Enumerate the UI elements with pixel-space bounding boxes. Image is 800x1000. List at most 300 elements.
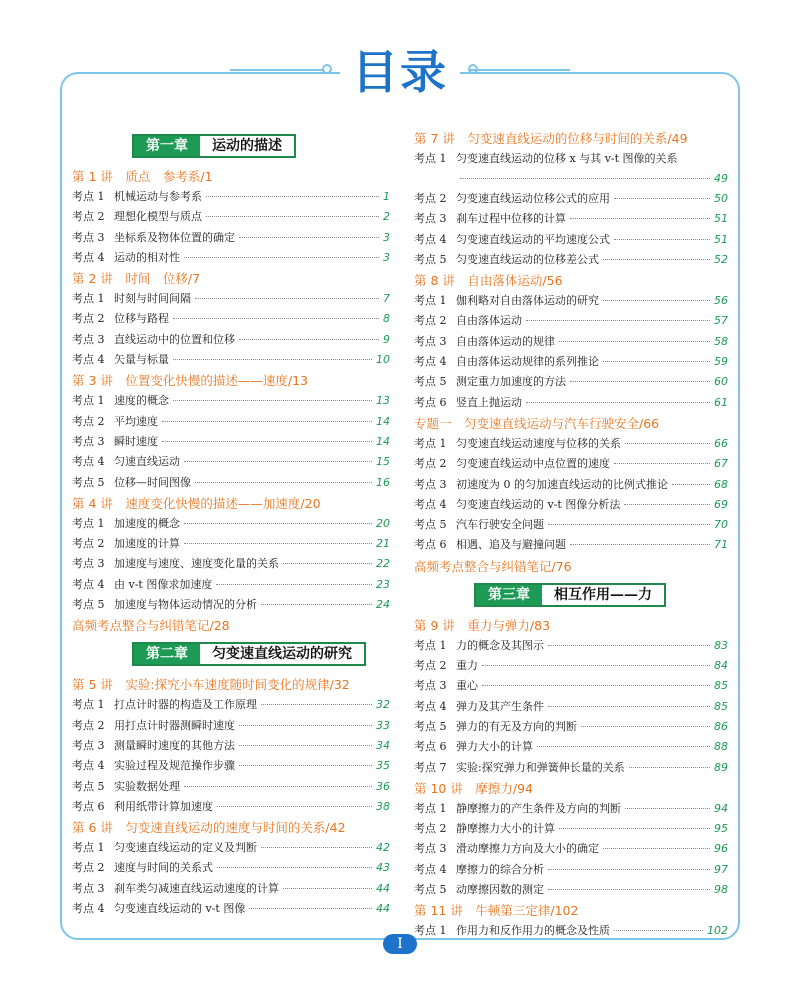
page-ref: 22: [376, 557, 390, 571]
dot-leader: [261, 847, 372, 848]
page-ref: 85: [714, 679, 728, 693]
point-title: 实验数据处理: [114, 779, 180, 793]
dot-leader: [570, 381, 710, 382]
lecture-heading[interactable]: 第 10 讲 摩擦力/94: [414, 780, 533, 796]
toc-entry[interactable]: [414, 209, 728, 229]
point-number: 考点 6: [414, 538, 447, 552]
point-title: 坐标系及物体位置的确定: [114, 230, 235, 244]
dot-leader: [206, 196, 379, 197]
point-number: 考点 2: [414, 822, 447, 836]
title-bar: [0, 44, 800, 104]
toc-entry[interactable]: [414, 717, 728, 737]
toc-entry[interactable]: [414, 149, 728, 189]
dot-leader: [548, 889, 710, 890]
page-ref: 43: [376, 861, 390, 875]
toc-entry[interactable]: [72, 899, 390, 919]
page-ref: 52: [714, 252, 728, 266]
page-ref: 50: [714, 192, 728, 205]
toc-entry[interactable]: [414, 636, 728, 656]
dot-leader: [537, 746, 710, 747]
page-ref: 51: [714, 232, 728, 246]
toc-entry[interactable]: [72, 187, 390, 207]
dot-leader: [482, 685, 710, 686]
point-number: 考点 1: [414, 924, 447, 938]
toc-entry[interactable]: [414, 291, 728, 311]
point-title: 匀变速直线运动速度与位移的关系: [456, 436, 621, 450]
dot-leader: [629, 767, 710, 768]
point-title: 直线运动中的位置和位移: [114, 332, 235, 346]
point-title: 静摩擦力的产生条件及方向的判断: [456, 801, 621, 815]
dot-leader: [184, 543, 372, 544]
toc-entry[interactable]: [414, 393, 728, 413]
point-number: 考点 4: [72, 250, 105, 264]
toc-entry[interactable]: [414, 676, 728, 696]
chapter-number: 第三章: [476, 585, 542, 605]
point-number: 考点 2: [72, 861, 105, 875]
dot-leader: [217, 867, 372, 868]
toc-entry[interactable]: [414, 799, 728, 819]
toc-entry[interactable]: [72, 309, 390, 329]
page-ref: 95: [714, 822, 728, 836]
point-title: 自由落体运动: [456, 314, 522, 328]
toc-entry[interactable]: [414, 352, 728, 372]
point-title: 刹车类匀减速直线运动速度的计算: [114, 881, 279, 895]
point-title: 摩擦力的综合分析: [456, 862, 544, 876]
dot-leader: [216, 584, 372, 585]
page-ref: 56: [714, 294, 728, 308]
point-number: 考点 3: [72, 881, 105, 895]
lecture-heading[interactable]: 第 1 讲 质点 参考系/1: [72, 169, 213, 184]
dot-leader: [239, 765, 372, 766]
toc-entry[interactable]: [414, 454, 728, 474]
dot-leader: [603, 259, 710, 260]
page-ref: 98: [714, 883, 728, 897]
toc-entry[interactable]: [414, 311, 728, 331]
point-number: 考点 3: [72, 557, 105, 571]
dot-leader: [672, 484, 710, 485]
chapter-box: [474, 583, 666, 607]
point-title: 匀变速直线运动中点位置的速度: [456, 457, 610, 471]
toc-entry[interactable]: [72, 736, 390, 756]
lecture-heading[interactable]: 第 2 讲 时间 位移/7: [72, 271, 201, 287]
point-number: 考点 3: [414, 679, 447, 693]
page-ref: 7: [383, 292, 390, 306]
toc-entry[interactable]: [72, 432, 390, 452]
toc-entry[interactable]: [72, 797, 390, 817]
dot-leader: [559, 828, 710, 829]
point-title: 速度与时间的关系式: [114, 861, 213, 875]
point-number: 考点 5: [72, 779, 105, 793]
point-number: 考点 3: [414, 842, 447, 856]
point-title: 矢量与标量: [114, 353, 169, 367]
page-ref: 67: [714, 457, 728, 471]
toc-entry[interactable]: [414, 880, 728, 900]
toc-right-column: [414, 128, 728, 942]
point-number: 考点 6: [72, 799, 105, 813]
toc-entry[interactable]: [414, 758, 728, 778]
point-title: 静摩擦力大小的计算: [456, 822, 555, 836]
point-title: 汽车行驶安全问题: [456, 518, 544, 532]
point-number: 考点 3: [72, 230, 105, 244]
toc-entry[interactable]: [72, 473, 390, 493]
point-title: 运动的相对性: [114, 250, 180, 264]
point-number: 考点 5: [414, 883, 447, 897]
lecture-heading[interactable]: 第 11 讲 牛顿第三定律/102: [414, 903, 579, 919]
point-number: 考点 6: [414, 395, 447, 409]
page-ref: 16: [376, 475, 390, 489]
lecture-heading[interactable]: 第 4 讲 速度变化快慢的描述——加速度/20: [72, 495, 321, 511]
point-title: 伽利略对自由落体运动的研究: [456, 294, 599, 308]
point-number: 考点 4: [72, 455, 105, 469]
point-title: 弹力及其产生条件: [456, 699, 544, 713]
point-number: 考点 3: [72, 434, 105, 448]
dot-leader: [239, 745, 372, 746]
page-ref: 42: [376, 841, 390, 855]
point-number: 考点 2: [414, 314, 447, 328]
page-ref: 14: [376, 434, 390, 448]
point-number: 考点 2: [414, 457, 447, 471]
point-number: 考点 4: [414, 232, 447, 246]
page-ref: 9: [383, 332, 390, 346]
dot-leader: [217, 806, 372, 807]
page-ref: 59: [714, 355, 728, 369]
page-title: 目录: [340, 44, 460, 100]
point-title: 利用纸带计算加速度: [114, 799, 213, 813]
lecture-heading[interactable]: 专题一 匀变速直线运动与汽车行驶安全/66: [414, 415, 660, 431]
toc-entry[interactable]: [72, 695, 390, 715]
dot-leader: [195, 482, 372, 483]
dot-leader: [239, 725, 372, 726]
point-number: 考点 4: [72, 902, 105, 916]
dot-leader: [184, 257, 379, 258]
dot-leader: [261, 704, 372, 705]
point-number: 考点 4: [414, 497, 447, 511]
point-number: 考点 1: [72, 841, 105, 855]
point-number: 考点 5: [414, 518, 447, 532]
dot-leader: [624, 504, 710, 505]
point-title: 竖直上抛运动: [456, 395, 522, 409]
dot-leader: [460, 178, 710, 179]
lecture-heading[interactable]: 第 5 讲 实验:探究小车速度随时间变化的规律/32: [72, 677, 350, 693]
toc-entry[interactable]: [72, 228, 390, 248]
point-number: 考点 2: [72, 537, 105, 551]
toc-entry-line: [414, 149, 728, 169]
dot-leader: [603, 848, 710, 849]
point-title: 弹力的有无及方向的判断: [456, 719, 577, 733]
point-number: 考点 2: [414, 192, 447, 205]
point-number: 考点 1: [414, 436, 447, 450]
toc-entry[interactable]: [414, 230, 728, 250]
lecture-heading[interactable]: 第 9 讲 重力与弹力/83: [414, 617, 551, 633]
lecture-heading[interactable]: 第 7 讲 匀变速直线运动的位移与时间的关系/49: [414, 131, 688, 146]
dot-leader: [570, 218, 710, 219]
point-number: 考点 5: [414, 252, 447, 266]
page-ref: 88: [714, 740, 728, 754]
dot-leader: [548, 645, 710, 646]
dot-leader: [239, 237, 379, 238]
point-title: 测定重力加速度的方法: [456, 375, 566, 389]
point-number: 考点 1: [72, 292, 105, 306]
page-ref: 14: [376, 414, 390, 428]
point-number: 考点 4: [72, 759, 105, 773]
dot-leader: [548, 706, 710, 707]
point-title: 加速度的概念: [114, 516, 180, 530]
chapter-number: 第二章: [134, 644, 200, 664]
point-number: 考点 3: [72, 332, 105, 346]
page-ref: 102: [707, 924, 728, 938]
point-title: 匀变速直线运动的定义及判断: [114, 841, 257, 855]
point-number: 考点 2: [72, 312, 105, 326]
toc-entry[interactable]: [72, 595, 390, 615]
page-ref: 97: [714, 862, 728, 876]
point-number: 考点 2: [72, 718, 105, 732]
lecture-heading[interactable]: 第 6 讲 匀变速直线运动的速度与时间的关系/42: [72, 820, 346, 836]
point-number: 考点 4: [72, 353, 105, 367]
page-ref: 34: [376, 738, 390, 752]
dot-leader: [614, 930, 703, 931]
dot-leader: [206, 216, 379, 217]
point-title: 重力: [456, 659, 478, 673]
point-number: 考点 3: [414, 212, 447, 226]
dot-leader: [162, 441, 372, 442]
page-ref: 3: [383, 230, 390, 244]
toc-entry[interactable]: [72, 756, 390, 776]
toc-entry[interactable]: [72, 858, 390, 878]
point-title: 加速度与速度、速度变化量的关系: [114, 557, 279, 571]
toc-left-column: [72, 128, 390, 919]
point-title: 位移—时间图像: [114, 475, 191, 489]
toc-entry[interactable]: [414, 495, 728, 515]
page-ref: 35: [376, 759, 390, 773]
dot-leader: [526, 320, 710, 321]
point-title: 机械运动与参考系: [114, 190, 202, 203]
page-ref: 3: [383, 250, 390, 264]
dot-leader: [614, 239, 710, 240]
page-ref: 8: [383, 312, 390, 326]
point-number: 考点 4: [414, 699, 447, 713]
point-number: 考点 2: [72, 414, 105, 428]
point-title: 实验:探究弹力和弹簧伸长量的关系: [456, 760, 625, 774]
chapter-name: 运动的描述: [200, 136, 294, 156]
point-number: 考点 5: [72, 598, 105, 612]
lecture-heading[interactable]: 高频考点整合与纠错笔记/28: [72, 618, 230, 634]
toc-entry[interactable]: [414, 434, 728, 454]
toc-entry[interactable]: [414, 475, 728, 495]
page-ref: 83: [714, 638, 728, 652]
toc-entry[interactable]: [72, 716, 390, 736]
page-ref: 60: [714, 375, 728, 389]
point-number: 考点 3: [72, 738, 105, 752]
point-title: 理想化模型与质点: [114, 210, 202, 224]
toc-entry[interactable]: [414, 860, 728, 880]
point-number: 考点 5: [414, 719, 447, 733]
point-title: 弹力大小的计算: [456, 740, 533, 754]
point-number: 考点 1: [72, 394, 105, 408]
point-title: 测量瞬时速度的其他方法: [114, 738, 235, 752]
point-title: 位移与路程: [114, 312, 169, 326]
point-title: 匀变速直线运动的 v-t 图像分析法: [456, 497, 621, 511]
toc-entry[interactable]: [72, 289, 390, 309]
dot-leader: [625, 443, 710, 444]
dot-leader: [173, 318, 379, 319]
toc-entry[interactable]: [414, 515, 728, 535]
dot-leader: [548, 524, 710, 525]
page-ref: 15: [376, 455, 390, 469]
page-ref: 69: [714, 497, 728, 511]
dot-leader: [173, 359, 372, 360]
chapter-box: [132, 642, 366, 666]
page-ref: 61: [714, 395, 728, 409]
chapter-heading: [72, 134, 390, 156]
page-ref: 86: [714, 719, 728, 733]
dot-leader: [625, 808, 710, 809]
chapter-number: 第一章: [134, 136, 200, 156]
page-ref: 49: [714, 172, 728, 185]
toc-entry[interactable]: [414, 332, 728, 352]
dot-leader: [195, 298, 379, 299]
point-number: 考点 5: [414, 375, 447, 389]
toc-entry[interactable]: [414, 535, 728, 555]
point-title: 匀变速直线运动的位移 x 与其 v-t 图像的关系: [456, 152, 678, 165]
point-title: 自由落体运动规律的系列推论: [456, 355, 599, 369]
chapter-heading: [72, 642, 390, 664]
point-title: 打点计时器的构造及工作原理: [114, 698, 257, 712]
page-ref: 58: [714, 334, 728, 348]
toc-entry[interactable]: [72, 575, 390, 595]
page-ref: 36: [376, 779, 390, 793]
point-title: 匀变速直线运动的位移差公式: [456, 252, 599, 266]
page-ref: 10: [376, 353, 390, 367]
dot-leader: [162, 421, 372, 422]
page-ref: 44: [376, 881, 390, 895]
dot-leader: [559, 341, 710, 342]
dot-leader: [614, 463, 710, 464]
toc-entry[interactable]: [72, 350, 390, 370]
point-title: 平均速度: [114, 414, 158, 428]
toc-entry[interactable]: [72, 838, 390, 858]
dot-leader: [249, 908, 372, 909]
toc-entry[interactable]: [72, 777, 390, 797]
dot-leader: [614, 198, 710, 199]
lecture-heading[interactable]: 第 8 讲 自由落体运动/56: [414, 273, 563, 289]
dot-leader: [261, 604, 372, 605]
point-title: 初速度为 0 的匀加速直线运动的比例式推论: [456, 477, 668, 491]
toc-entry[interactable]: [72, 391, 390, 411]
toc-entry[interactable]: [414, 737, 728, 757]
point-number: 考点 2: [72, 210, 105, 224]
page-ref: 70: [714, 518, 728, 532]
dot-leader: [184, 461, 372, 462]
lecture-heading[interactable]: 第 3 讲 位置变化快慢的描述——速度/13: [72, 373, 309, 389]
page-ref: 84: [714, 659, 728, 673]
chapter-box: [132, 134, 296, 158]
point-number: 考点 1: [414, 801, 447, 815]
point-title: 匀变速直线运动的平均速度公式: [456, 232, 610, 246]
toc-entry[interactable]: [72, 207, 390, 227]
page-ref: 94: [714, 801, 728, 815]
point-title: 自由落体运动的规律: [456, 334, 555, 348]
title-right-line: [470, 69, 570, 71]
point-number: 考点 5: [72, 475, 105, 489]
dot-leader: [283, 563, 372, 564]
point-title: 匀变速直线运动的 v-t 图像: [114, 902, 246, 916]
page-ref: 23: [376, 577, 390, 591]
dot-leader: [184, 786, 372, 787]
dot-leader: [173, 400, 372, 401]
chapter-name: 相互作用——力: [542, 585, 664, 605]
point-title: 加速度的计算: [114, 537, 180, 551]
page-ref: 33: [376, 718, 390, 732]
page-ref: 24: [376, 598, 390, 612]
toc-entry[interactable]: [414, 697, 728, 717]
page-ref: 1: [383, 190, 390, 203]
toc-entry[interactable]: [72, 248, 390, 268]
title-left-line: [230, 69, 330, 71]
toc-entry[interactable]: [414, 921, 728, 941]
point-title: 时刻与时间间隔: [114, 292, 191, 306]
toc-entry[interactable]: [414, 656, 728, 676]
page-ref: 71: [714, 538, 728, 552]
point-number: 考点 1: [72, 698, 105, 712]
toc-entry[interactable]: [72, 879, 390, 899]
point-title: 力的概念及其图示: [456, 638, 544, 652]
page-ref: 44: [376, 902, 390, 916]
toc-entry[interactable]: [72, 452, 390, 472]
toc-entry[interactable]: [414, 189, 728, 209]
point-title: 重心: [456, 679, 478, 693]
toc-entry[interactable]: [414, 372, 728, 392]
point-number: 考点 1: [414, 152, 447, 165]
toc-entry[interactable]: [414, 250, 728, 270]
page-ref: 21: [376, 537, 390, 551]
dot-leader: [548, 869, 710, 870]
point-title: 相遇、追及与避撞问题: [456, 538, 566, 552]
page-ref: 20: [376, 516, 390, 530]
point-title: 由 v-t 图像求加速度: [114, 577, 213, 591]
toc-entry[interactable]: [72, 412, 390, 432]
point-number: 考点 1: [414, 294, 447, 308]
point-number: 考点 2: [414, 659, 447, 673]
toc-entry[interactable]: [72, 330, 390, 350]
toc-entry[interactable]: [72, 554, 390, 574]
point-title: 滑动摩擦力方向及大小的确定: [456, 842, 599, 856]
point-title: 匀速直线运动: [114, 455, 180, 469]
page-ref: 57: [714, 314, 728, 328]
toc-entry[interactable]: [414, 819, 728, 839]
point-number: 考点 3: [414, 477, 447, 491]
toc-entry-line: [414, 169, 728, 189]
point-number: 考点 6: [414, 740, 447, 754]
toc-entry[interactable]: [72, 514, 390, 534]
dot-leader: [482, 665, 710, 666]
point-title: 动摩擦因数的测定: [456, 883, 544, 897]
page-ref: 32: [376, 698, 390, 712]
point-title: 作用力和反作用力的概念及性质: [456, 924, 610, 938]
toc-entry[interactable]: [72, 534, 390, 554]
lecture-heading[interactable]: 高频考点整合与纠错笔记/76: [414, 558, 572, 574]
toc-entry[interactable]: [414, 839, 728, 859]
page-ref: 68: [714, 477, 728, 491]
point-title: 瞬时速度: [114, 434, 158, 448]
page-ref: 89: [714, 760, 728, 774]
dot-leader: [603, 361, 710, 362]
page-number: I: [383, 934, 417, 954]
point-number: 考点 7: [414, 760, 447, 774]
point-title: 匀变速直线运动位移公式的应用: [456, 192, 610, 205]
point-number: 考点 4: [414, 862, 447, 876]
chapter-heading: [414, 583, 728, 605]
page-ref: 96: [714, 842, 728, 856]
